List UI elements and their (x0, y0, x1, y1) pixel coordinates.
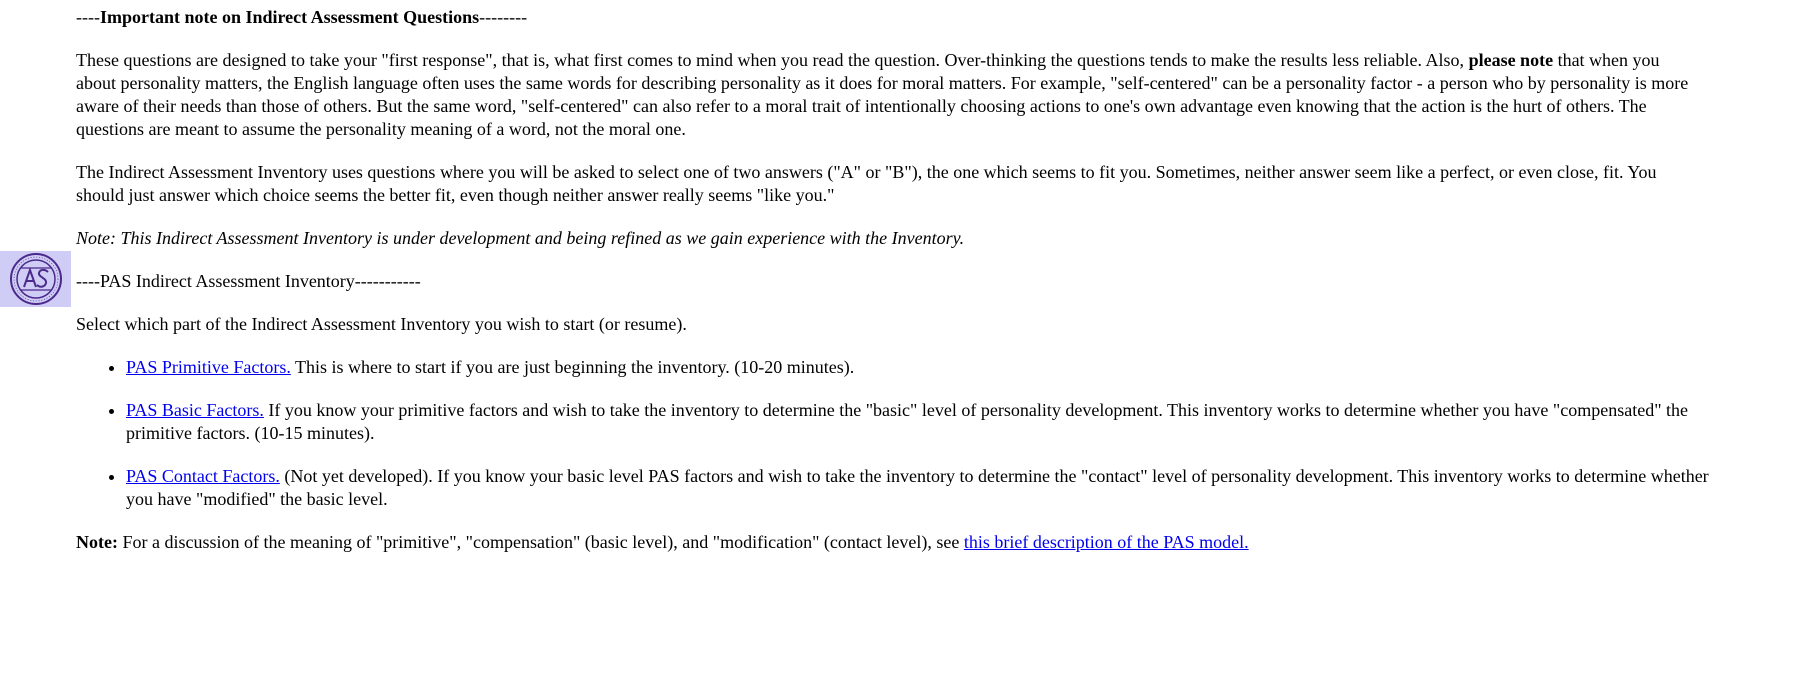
development-note: Note: This Indirect Assessment Inventory is under development and being refined as we gain experience with the Inventory. (76, 228, 965, 248)
inventory-list (76, 356, 1810, 511)
pas-contact-factors-link[interactable]: PAS Contact Factors. (126, 466, 280, 486)
important-note-title: Important note on Indirect Assessment Questions (99, 7, 480, 27)
please-note-bold: please note (1468, 50, 1554, 70)
pas-seal-icon (9, 252, 63, 306)
important-note-heading: ----Important note on Indirect Assessment Questions-------- (76, 7, 528, 27)
answer-choice-paragraph: The Indirect Assessment Inventory uses questions where you will be asked to select one of two answers ("A" or "B"), the one which seems to fit you. Sometimes, neither answer seem like a perfect, or even close, fit. You should just answer which choice seems the better fit, even though neither answer really seems "like you." (76, 162, 1657, 205)
main-content (76, 6, 1810, 554)
select-instruction: Select which part of the Indirect Assessment Inventory you wish to start (or resume). (76, 314, 687, 334)
pas-model-description-link[interactable]: this brief description of the PAS model. (963, 532, 1249, 552)
pas-primitive-factors-link[interactable]: PAS Primitive Factors. (126, 357, 291, 377)
pas-inventory-heading: ----PAS Indirect Assessment Inventory----------- (76, 271, 421, 291)
pas-logo (0, 251, 71, 307)
pas-basic-factors-link[interactable]: PAS Basic Factors. (126, 400, 264, 420)
first-response-paragraph: These questions are designed to take your "first response", that is, what first comes to mind when you read the question. Over-thinking the questions tends to make the results less reliable. Also, please note that when you about personality matters, the English language often uses the same words for describing personality as it does for moral matters. For example, "self-centered" can be a personality factor - a person who by personality is more aware of their needs than those of others. But the same word, "self-centered" can also refer to a moral trait of intentionally choosing actions to one's own advantage even knowing that the action is the hurt of others. The questions are meant to assume the personality meaning of a word, not the moral one. (76, 50, 1689, 139)
pas-model-note: Note: For a discussion of the meaning of "primitive", "compensation" (basic level), and "modification" (contact level), see this brief description of the PAS model. (76, 532, 1249, 552)
note-label: Note: (76, 532, 118, 552)
list-item-basic: • PAS Basic Factors. If you know your primitive factors and wish to take the inventory to determine the "basic" level of personality development. This inventory works to determine whether you have "compensated" the primitive factors. (10-15 minutes). (126, 399, 1810, 445)
list-item-contact: • PAS Contact Factors. (Not yet developed). If you know your basic level PAS factors and wish to take the inventory to determine the "contact" level of personality development. This inventory works to determine whether you have "modified" the basic level. (126, 465, 1810, 511)
list-item-primitive: • PAS Primitive Factors. This is where to start if you are just beginning the inventory. (10-20 minutes). (126, 356, 1810, 379)
